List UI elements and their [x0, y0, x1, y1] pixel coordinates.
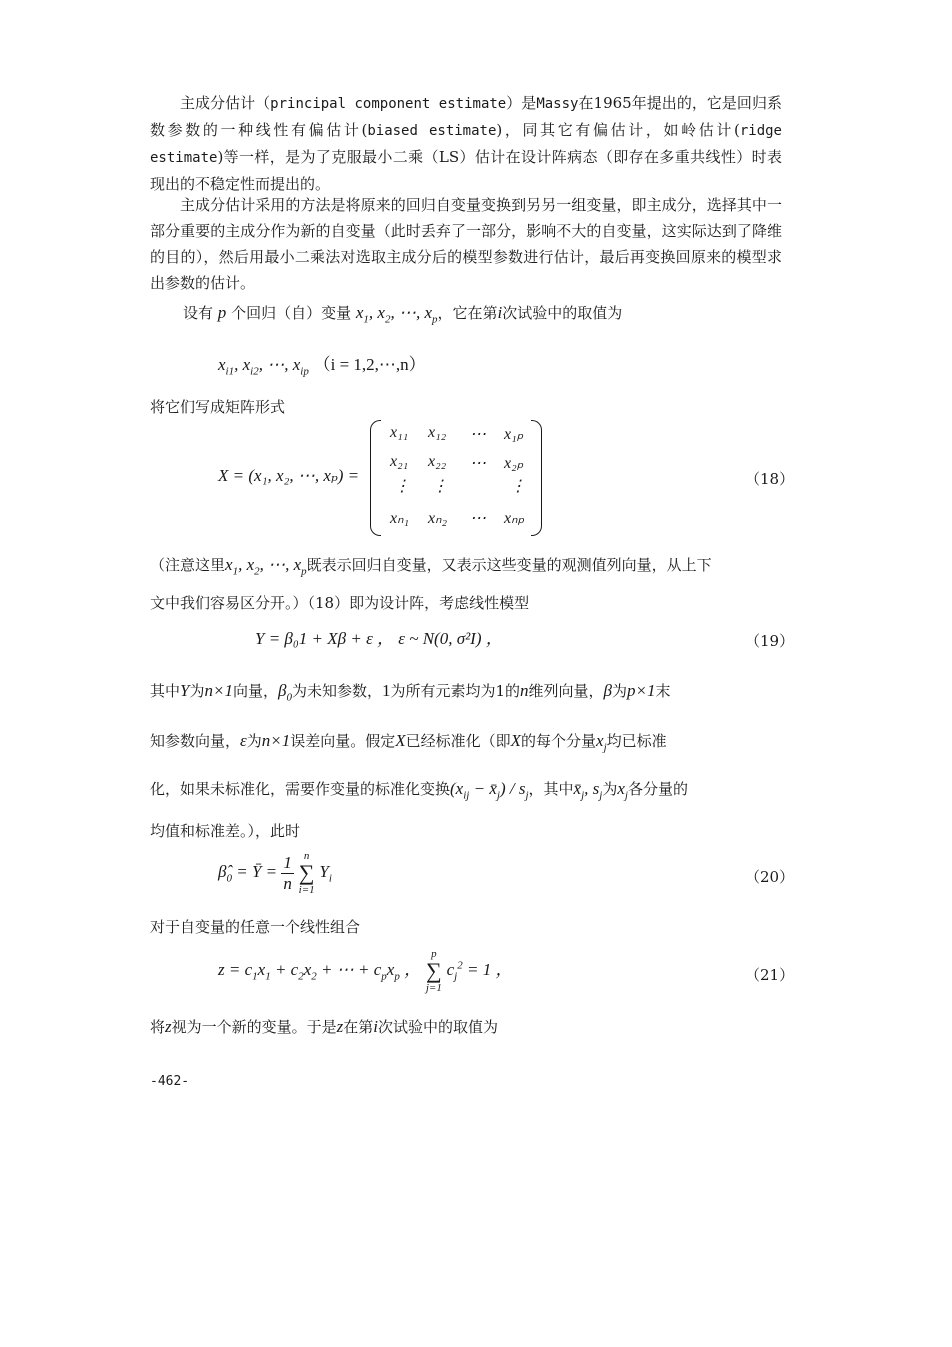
- matrix-cell: x₂₁: [390, 453, 409, 470]
- matrix-cell: ⋮: [432, 478, 448, 495]
- equation-number-18: （18）: [745, 470, 795, 488]
- text: 在1965年提出的，它是回归系数参数的一种线性有偏估计(: [150, 94, 782, 139]
- design-matrix: [370, 420, 542, 534]
- right-paren: [531, 420, 542, 536]
- matrix-cell: ⋯: [470, 426, 486, 443]
- text: 各分量的: [627, 780, 688, 798]
- matrix-cell: xₙₚ: [504, 510, 525, 527]
- line-def-4: 均值和标准差。），此时: [150, 822, 301, 840]
- line-observations: [218, 352, 426, 384]
- page-number: -462-: [150, 1074, 190, 1089]
- math-variables: $x_1$, $x_2$, ⋯, $x_p$: [225, 555, 307, 578]
- text: 次试验中的取值为: [502, 304, 623, 322]
- text: 视为一个新的变量。于是: [171, 1018, 337, 1036]
- eq18-lhs: [218, 463, 359, 489]
- math: X: [395, 731, 406, 750]
- text: 误差向量。假定: [290, 732, 396, 750]
- text: 知参数向量，: [150, 732, 241, 750]
- math: Y: [180, 681, 190, 700]
- math-sum: p ∑ j=1: [425, 948, 442, 994]
- paragraph-method: [150, 192, 782, 296]
- matrix-cell: x₁₂: [428, 424, 447, 441]
- math-yi: $Y_i$: [319, 862, 332, 885]
- line-def-2: [150, 728, 667, 760]
- text: 为未知参数，: [291, 682, 382, 700]
- text: （注意这里: [150, 556, 226, 574]
- eq20: [218, 850, 332, 896]
- text: 末: [655, 682, 671, 700]
- text: 化，如果未标准化，需要作变量的标准化变换: [150, 780, 451, 798]
- math-sum: n ∑ i=1: [298, 850, 315, 896]
- equation-number-20: （20）: [745, 868, 795, 886]
- text: )等一样，是为了克服最小二乘（LS）估计在设计阵病态（即存在多重共线性）时表现出的不稳定性而提出的。: [150, 148, 782, 193]
- line-note-1: [150, 552, 712, 584]
- math: n×1: [261, 731, 291, 750]
- line-note-2: 文中我们容易区分开。）（18）即为设计阵，考虑线性模型: [150, 594, 530, 612]
- matrix-cell: ⋯: [470, 510, 486, 527]
- math: $\beta_0$: [278, 681, 292, 704]
- matrix-cell: x₁₁: [390, 424, 409, 441]
- text: 为: [602, 780, 618, 798]
- eq19: [255, 626, 503, 652]
- eq21: [218, 948, 512, 994]
- left-paren: [370, 420, 381, 536]
- text: 次试验中的取值为: [378, 1018, 499, 1036]
- term-massy: Massy: [536, 96, 579, 112]
- math-variables: $x_1$, $x_2$, ⋯, $x_p$: [355, 303, 438, 326]
- paragraph-intro: [150, 90, 782, 197]
- line-variables: [183, 300, 622, 332]
- matrix-cell: xₙ₂: [428, 510, 448, 527]
- math: i: [373, 1017, 379, 1036]
- math: n×1: [204, 681, 233, 700]
- term-biased-estimate: biased estimate: [367, 123, 497, 139]
- text: 为所有元素均为1的: [390, 682, 521, 700]
- matrix-cell: x₂ₚ: [504, 455, 524, 472]
- text: 为: [246, 732, 262, 750]
- math-eq19: Y = β₀1 + Xβ + ε ， ε ~ N(0, σ²I) ，: [255, 629, 503, 648]
- math-i: i: [497, 303, 503, 322]
- matrix-cell: ⋯: [470, 455, 486, 472]
- matrix-cell: ⋮: [394, 478, 410, 495]
- math-beta0-hat: $\betâ_0$ = Ȳ =: [218, 862, 282, 885]
- math: X: [510, 731, 522, 750]
- math-fraction: $\frac{1}{n}$: [283, 852, 292, 893]
- text: ，其中: [528, 780, 574, 798]
- math-range: （i = 1,2,⋯,n）: [313, 355, 426, 374]
- text: 为: [189, 682, 205, 700]
- equation-number-21: （21）: [745, 966, 795, 984]
- paragraph-method-text: 主成分估计采用的方法是将原来的回归自变量变换到另另一组变量，即主成分，选择其中一部分重要的主成分作为新的自变量（此时丢弃了一部分，影响不大的自变量，这实际达到了降维的目的），然后用最小二乘法对选取主成分后的模型参数进行估计，最后再变换回原来的模型求出参数的估计。: [150, 196, 782, 292]
- matrix-cell: ⋮: [510, 478, 526, 495]
- math-eq18-lhs: X = (x₁, x₂, ⋯, xₚ) =: [218, 466, 360, 485]
- text: 设有: [183, 304, 214, 322]
- text: 向量，: [232, 682, 278, 700]
- text: 将: [150, 1018, 166, 1036]
- line-def-1: [150, 678, 671, 710]
- text: 在第: [343, 1018, 374, 1036]
- math: $x_j$: [596, 731, 607, 754]
- text: ）是: [506, 94, 537, 112]
- text: 已经标准化（即: [405, 732, 511, 750]
- text: ，它在第: [437, 304, 498, 322]
- line-z-values: [150, 1014, 498, 1040]
- math: ε: [240, 731, 247, 750]
- text: 均已标准: [606, 732, 667, 750]
- text: 主成分估计（: [180, 94, 271, 112]
- matrix-cell: xₙ₁: [390, 510, 410, 527]
- text: )，同其它有偏估计，如岭估计(: [496, 121, 740, 139]
- term-principal-component: principal component estimate: [270, 96, 507, 112]
- math-observations: $x_{i1}$, $x_{i2}$, ⋯, $x_{ip}$: [218, 355, 309, 378]
- text: 的每个分量: [521, 732, 597, 750]
- term-ridge-estimate: ridge estimate: [150, 123, 782, 166]
- text: 其中: [150, 682, 181, 700]
- line-matrix-form: 将它们写成矩阵形式: [150, 398, 286, 416]
- math: β: [603, 681, 613, 700]
- math: z: [165, 1017, 172, 1036]
- math: n: [520, 681, 529, 700]
- matrix-cell: x₁ₚ: [504, 426, 524, 443]
- math-p: p: [217, 303, 227, 322]
- matrix-cell: x₂₂: [428, 453, 447, 470]
- math: $x̄_j$, $s_j$: [573, 779, 603, 802]
- line-linear-combination: 对于自变量的任意一个线性组合: [150, 918, 361, 936]
- math: p×1: [627, 681, 656, 700]
- math-z-def: $z = c_1x_1 + c_2x_2$ + ⋯ + $c_px_p$ ，: [218, 960, 422, 983]
- math: 1: [381, 681, 391, 700]
- math: $x_j$: [617, 779, 628, 802]
- line-def-3: [150, 776, 688, 808]
- math: z: [336, 1017, 344, 1036]
- math-constraint: $c_j^2 = 1$ ，: [446, 959, 513, 983]
- equation-number-19: （19）: [745, 632, 795, 650]
- text: 个回归（自）变量: [231, 304, 352, 322]
- math-standardize: ($x_{ij}$ − $x̄_j) / s_j$: [450, 779, 529, 802]
- text: 为: [612, 682, 628, 700]
- text: 维列向量，: [528, 682, 604, 700]
- text: 既表示回归自变量，又表示这些变量的观测值列向量，从上下: [306, 556, 712, 574]
